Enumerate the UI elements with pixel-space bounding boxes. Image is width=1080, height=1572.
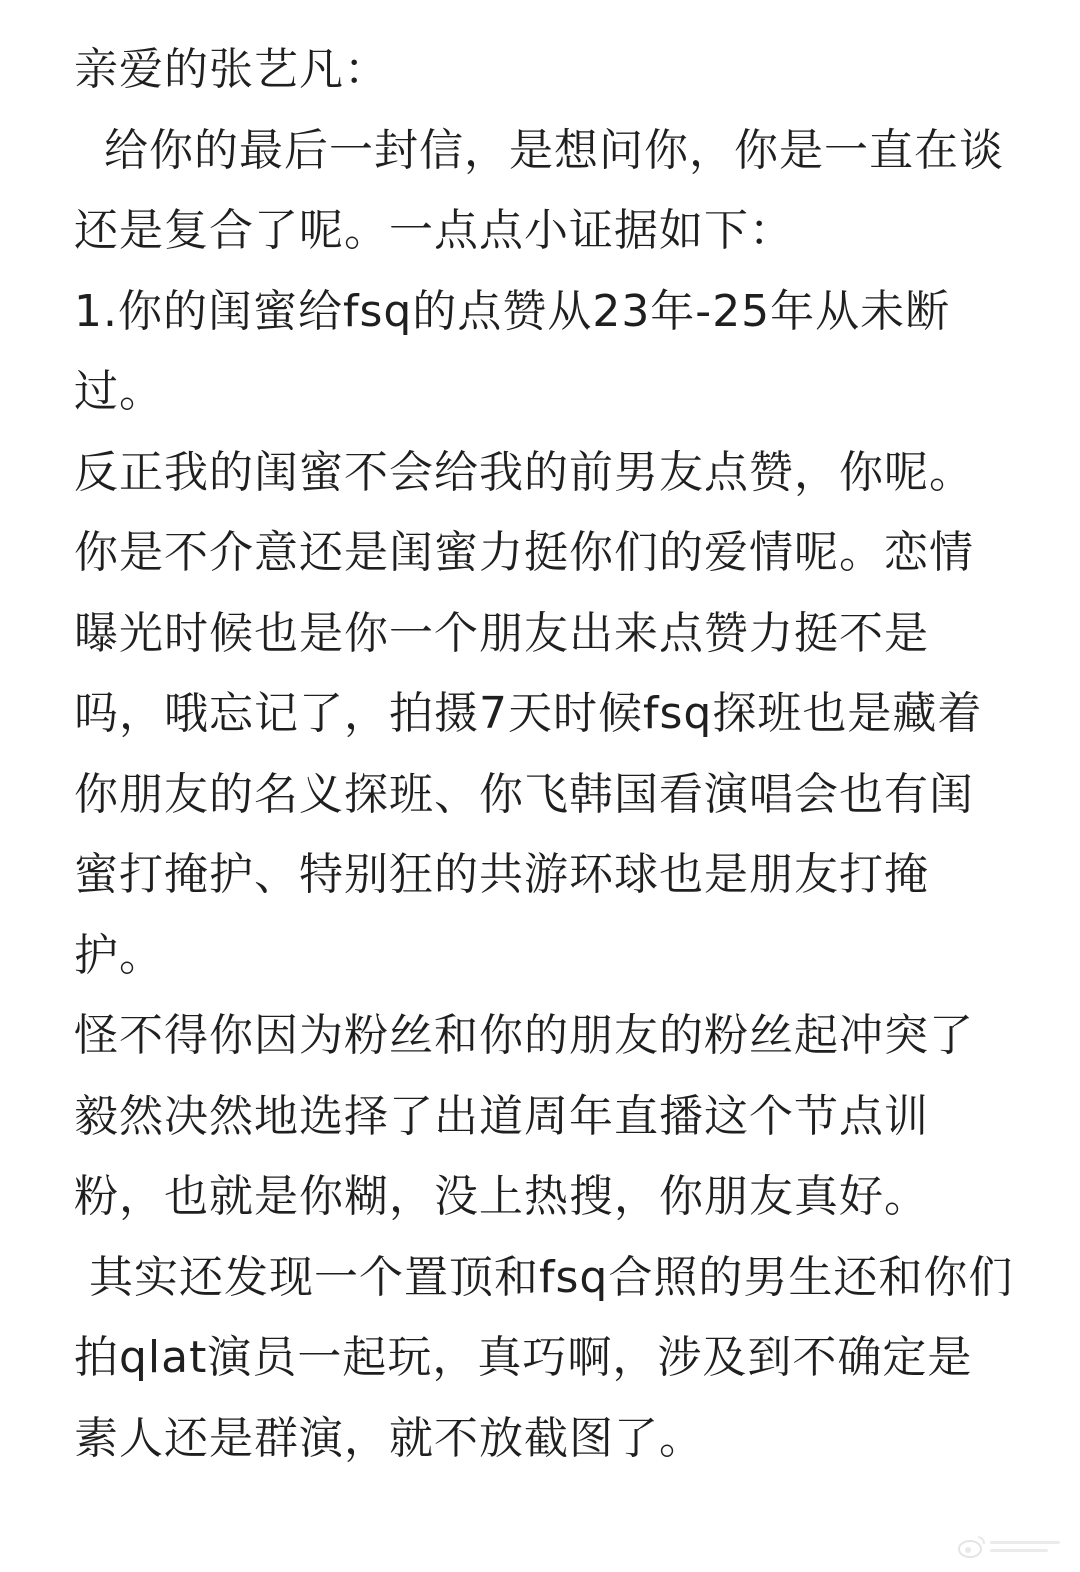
letter-greeting: 亲爱的张艺凡：: [74, 44, 389, 95]
letter-paragraph-3: 反正我的闺蜜不会给我的前男友点赞，你呢。你是不介意还是闺蜜力挺你们的爱情呢。恋情曝光时候也是你一个朋友出来点赞力挺不是吗，哦忘记了，拍摄7天时候fsq探班也是藏着你朋友的名义探班、你飞韩国看演唱会也有闺蜜打掩护、特别狂的共游环球也是朋友打掩护。: [74, 446, 983, 981]
letter-paragraph-2: 1.你的闺蜜给fsq的点赞从23年-25年从未断过。: [74, 285, 951, 417]
letter-paragraph-5: 其实还发现一个置顶和fsq合照的男生还和你们拍qlat演员一起玩，真巧啊，涉及到不确定是素人还是群演，就不放截图了。: [74, 1251, 1014, 1464]
letter-body: [74, 30, 1014, 1479]
letter-paragraph-4: 怪不得你因为粉丝和你的朋友的粉丝起冲突了毅然决然地选择了出道周年直播这个节点训粉，也就是你糊，没上热搜，你朋友真好。: [74, 1010, 974, 1222]
letter-paragraph-1: 给你的最后一封信，是想问你，你是一直在谈还是复合了呢。一点点小证据如下：: [74, 124, 1004, 256]
weibo-watermark-icon: [956, 1532, 1066, 1562]
